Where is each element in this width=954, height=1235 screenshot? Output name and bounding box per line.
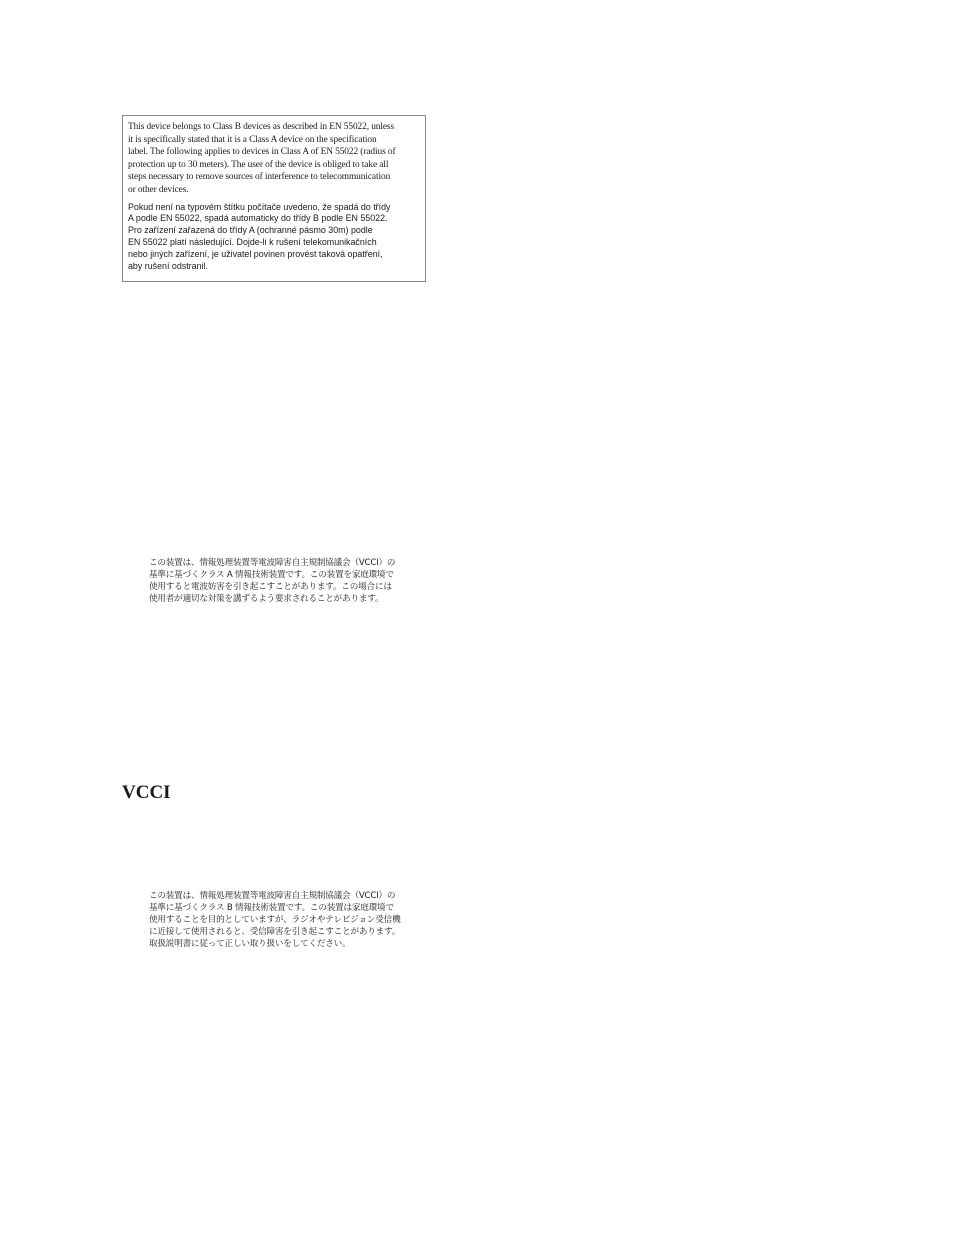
- vcci-class-a-notice: この装置は、情報処理装置等電波障害自主規制協議会（VCCI）の 基準に基づくクラス A 情報技術装置です。この装置を家庭環境で 使用すると電波妨害を引き起こすことがあります。この場合には 使用者が適切な対策を講ずるよう要求されることがあります。: [149, 558, 396, 604]
- emc-notice-english: This device belongs to Class B devices as described in EN 55022, unless it is specifically stated that it is a Class A device on the specification label. The following applies to devices in Class A of EN 55022 (radius of protection up to 30 meters). The user of the device is obliged to take all steps necessary to remove sources of interference to telecommunication or other devices.: [128, 122, 396, 195]
- vcci-class-b-notice: この装置は、情報処理装置等電波障害自主規制協議会（VCCI）の 基準に基づくクラス B 情報技術装置です。この装置は家庭環境で 使用することを目的としていますが、ラジオやテレビジョン受信機 に近接して使用されると、受信障害を引き起こすことがあります。 取扱説明書に従って正しい取り扱いをしてください。: [149, 891, 401, 949]
- emc-notice-czech: Pokud není na typovém štítku počítače uvedeno, že spadá do třídy A podle EN 55022, spadá automaticky do třídy B podle EN 55022. Pro zařízení zařazená do třídy A (ochranné pásmo 30m) podle EN 55022 platí následující. Dojde-li k rušení telekomunikačních nebo jiných zařízení, je uživatel povinen provést taková opatření, aby rušení odstranil.: [128, 201, 391, 272]
- emc-notice-box: [122, 115, 426, 282]
- vcci-heading: VCCI: [122, 782, 171, 803]
